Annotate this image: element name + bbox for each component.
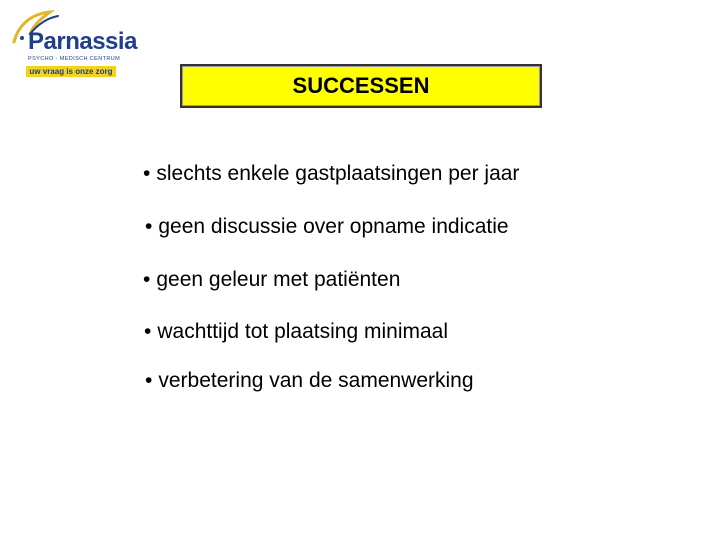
bullet-dot-icon: • xyxy=(145,369,153,392)
bullet-dot-icon: • xyxy=(143,268,151,291)
logo-subtitle: PSYCHO - MEDISCH CENTRUM xyxy=(28,56,121,62)
bullet-text: slechts enkele gastplaatsingen per jaar xyxy=(156,162,520,185)
bullet-dot-icon: • xyxy=(143,162,151,185)
slide-title: SUCCESSEN xyxy=(292,73,430,98)
bullet-item xyxy=(143,268,400,292)
logo-tagline: uw vraag is onze zorg xyxy=(26,66,116,77)
bullet-text: wachttijd tot plaatsing minimaal xyxy=(157,320,448,343)
bullet-text: verbetering van de samenwerking xyxy=(158,369,474,392)
bullet-dot-icon: • xyxy=(144,320,152,343)
bullet-text: geen geleur met patiënten xyxy=(156,268,401,291)
bullet-text: geen discussie over opname indicatie xyxy=(158,215,509,238)
bullet-item xyxy=(145,215,509,239)
logo-name: Parnassia xyxy=(28,28,137,55)
bullet-dot-icon: • xyxy=(145,215,153,238)
bullet-item xyxy=(144,320,448,344)
bullet-item xyxy=(145,369,474,393)
bullet-item xyxy=(143,162,519,186)
